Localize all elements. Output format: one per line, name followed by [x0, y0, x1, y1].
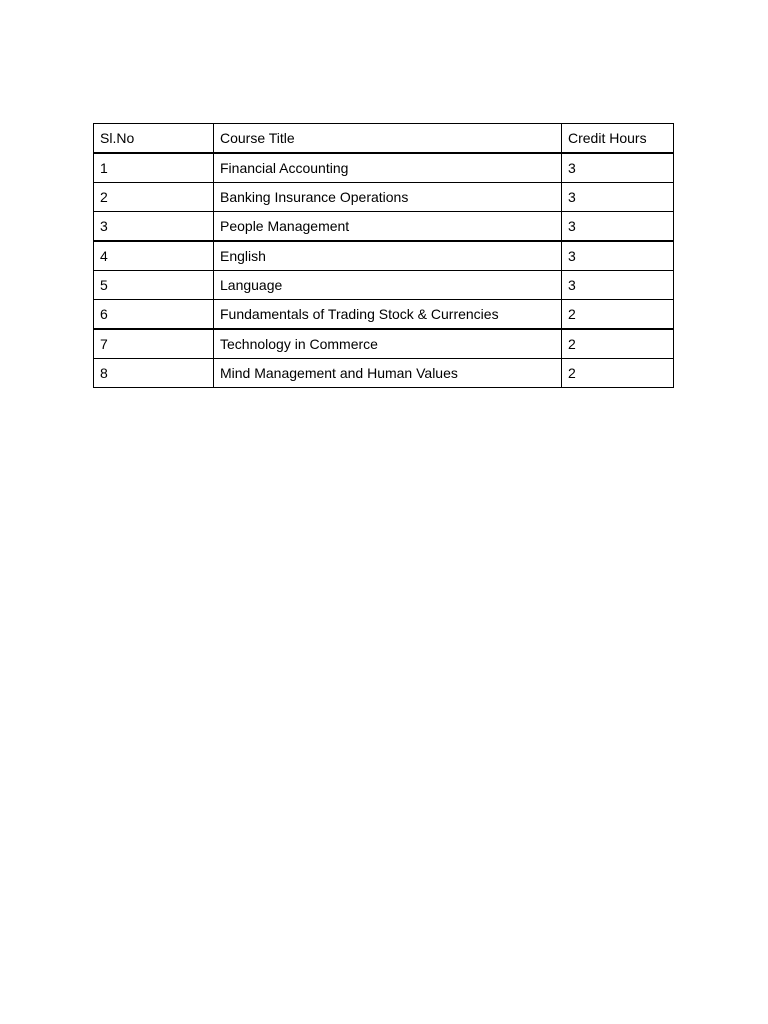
sl-no-cell: 1 [94, 153, 214, 183]
course-table [93, 123, 674, 388]
credit-hours-cell: 2 [562, 359, 674, 388]
sl-no-cell: 8 [94, 359, 214, 388]
table-row [94, 300, 674, 330]
course-title-cell: Financial Accounting [214, 153, 562, 183]
sl-no-cell: 5 [94, 271, 214, 300]
table-row [94, 153, 674, 183]
course-title-cell: People Management [214, 212, 562, 242]
course-title-cell: Fundamentals of Trading Stock & Currencies [214, 300, 562, 330]
credit-hours-cell: 3 [562, 183, 674, 212]
table-row [94, 183, 674, 212]
credit-hours-cell: 2 [562, 329, 674, 359]
sl-no-cell: 6 [94, 300, 214, 330]
course-title-cell: Mind Management and Human Values [214, 359, 562, 388]
course-title-cell: English [214, 241, 562, 271]
header-credit-hours: Credit Hours [562, 124, 674, 154]
header-sl-no: Sl.No [94, 124, 214, 154]
credit-hours-cell: 3 [562, 241, 674, 271]
table-row [94, 329, 674, 359]
table-header-row [94, 124, 674, 154]
sl-no-cell: 4 [94, 241, 214, 271]
table-row [94, 212, 674, 242]
sl-no-cell: 3 [94, 212, 214, 242]
sl-no-cell: 7 [94, 329, 214, 359]
table-row [94, 241, 674, 271]
credit-hours-cell: 3 [562, 153, 674, 183]
course-title-cell: Technology in Commerce [214, 329, 562, 359]
table-row [94, 359, 674, 388]
header-course-title: Course Title [214, 124, 562, 154]
credit-hours-cell: 2 [562, 300, 674, 330]
credit-hours-cell: 3 [562, 271, 674, 300]
credit-hours-cell: 3 [562, 212, 674, 242]
table-row [94, 271, 674, 300]
course-title-cell: Banking Insurance Operations [214, 183, 562, 212]
course-title-cell: Language [214, 271, 562, 300]
sl-no-cell: 2 [94, 183, 214, 212]
